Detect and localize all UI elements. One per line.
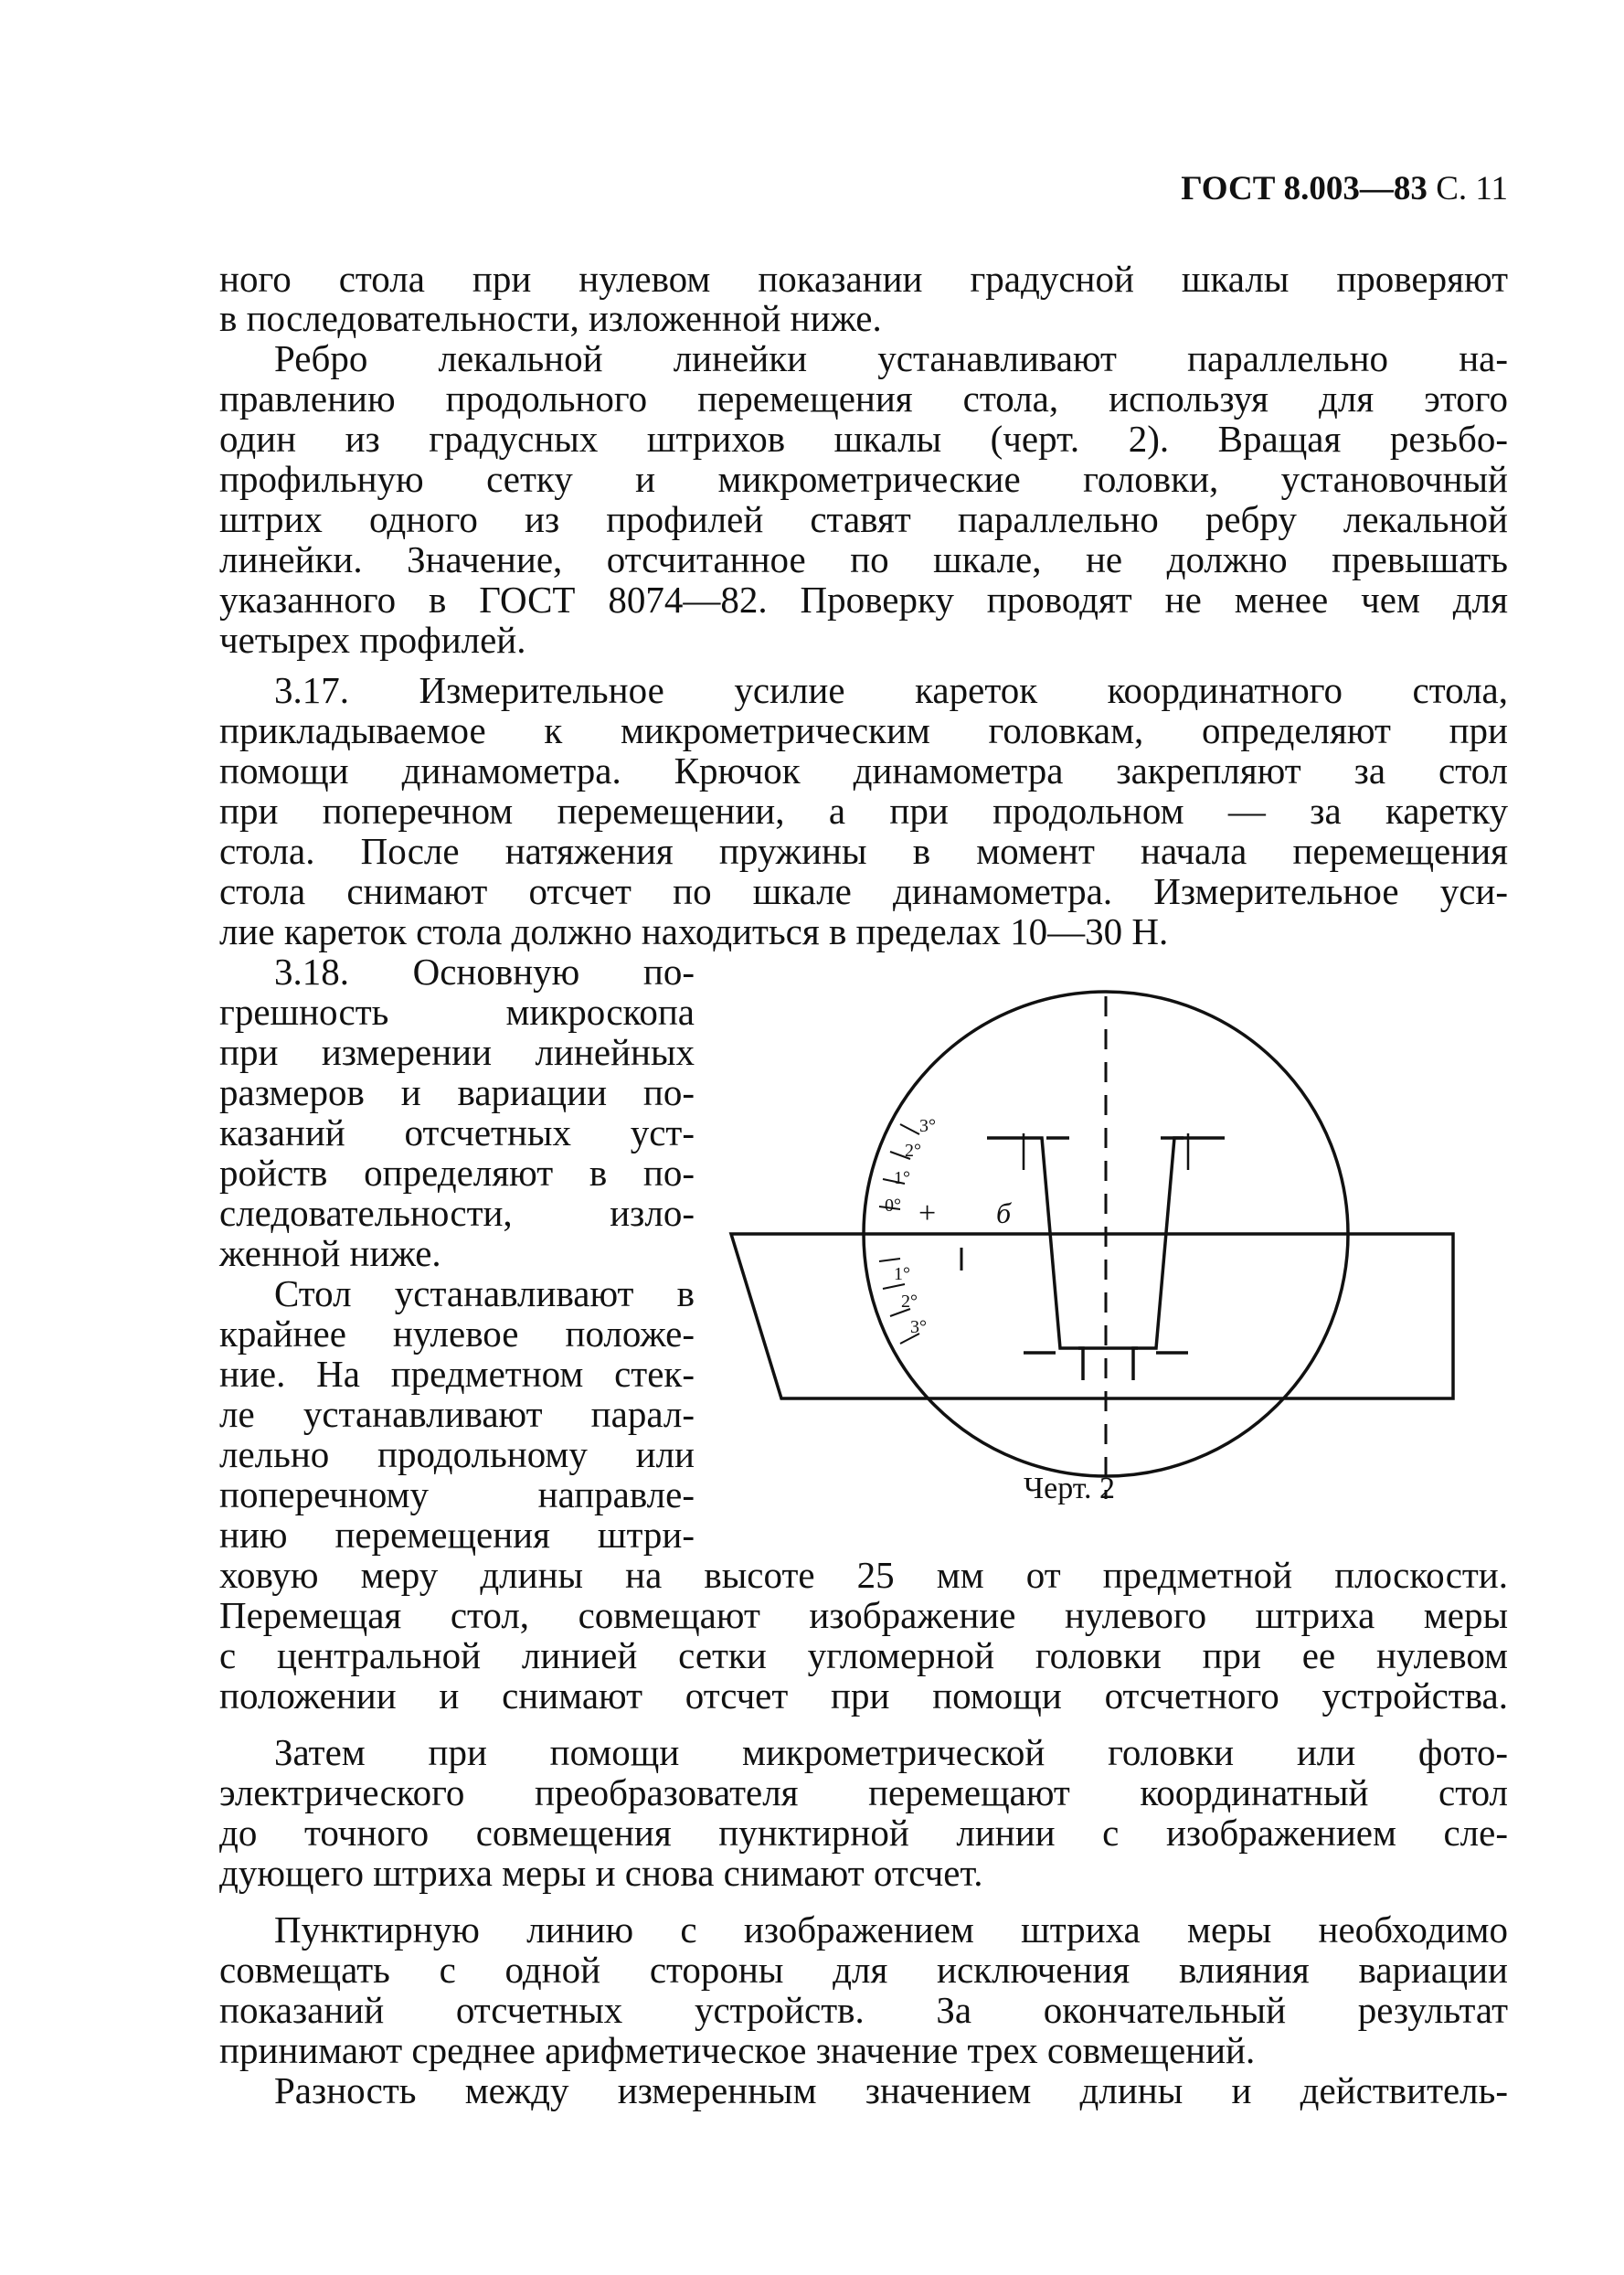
scale-label-lower-3: 3° — [910, 1317, 927, 1337]
text-line: один из градусных штрихов шкалы (черт. 2). Вращая резьбо- — [219, 418, 1508, 460]
scale-label-lower-2: 2° — [901, 1292, 918, 1312]
text-line: профильную сетку и микрометрические головки, установочный — [219, 458, 1508, 500]
scale-label-2: 2° — [905, 1141, 921, 1161]
text-line: стола. После натяжения пружины в момент начала перемещения — [219, 830, 1508, 872]
text-line: прикладываемое к микрометрическим головкам, определяют при — [219, 709, 1508, 751]
text-line: в последовательности, изложенной ниже. — [219, 297, 882, 339]
text-line: крайнее нулевое положе- — [219, 1313, 695, 1355]
text-line: штрих одного из профилей ставят параллельно ребру лекальной — [219, 498, 1508, 540]
text-line: правлению продольного перемещения стола, используя для этого — [219, 377, 1508, 420]
text-line: поперечному направле- — [219, 1473, 695, 1515]
text-line: Разность между измеренным значением длины и действитель- — [274, 2069, 1508, 2111]
label-b: б — [996, 1196, 1012, 1229]
text-line: помощи динамометра. Крючок динамометра закрепляют за стол — [219, 749, 1508, 792]
text-line: показаний отсчетных устройств. За окончательный результат — [219, 1989, 1508, 2031]
text-line: женной ниже. — [219, 1232, 441, 1274]
text-line: указанного в ГОСТ 8074—82. Проверку проводят не менее чем для — [219, 579, 1508, 621]
scale-label-0: 0° — [885, 1196, 901, 1216]
text-line: следовательности, изло- — [219, 1192, 695, 1234]
text-line: стола снимают отсчет по шкале динамометра. Измерительное уси- — [219, 870, 1508, 912]
text-line: положении и снимают отсчет при помощи отсчетного устройства. — [219, 1674, 1508, 1717]
text-line: Перемещая стол, совмещают изображение нулевого штриха меры — [219, 1594, 1508, 1636]
plus-sign: + — [918, 1196, 937, 1230]
header-doc: ГОСТ 8.003—83 — [1181, 170, 1428, 207]
profile-right — [1133, 1138, 1225, 1380]
figure-diagram — [722, 987, 1481, 1554]
text-line: ховую меру длины на высоте 25 мм от предметной плоскости. — [219, 1554, 1508, 1596]
text-line: 3.18. Основную по- — [274, 951, 695, 993]
text-line: Ребро лекальной линейки устанавливают параллельно на- — [274, 337, 1508, 379]
page-header — [1152, 169, 1508, 208]
text-line: принимают среднее арифметическое значение трех совмещений. — [219, 2029, 1256, 2071]
text-line: размеров и вариации по- — [219, 1071, 695, 1113]
text-line: при поперечном перемещении, а при продольном — за каретку — [219, 790, 1508, 832]
text-line: лельно продольному или — [219, 1433, 695, 1475]
text-line: с центральной линией сетки угломерной головки при ее нулевом — [219, 1634, 1508, 1676]
scale-label-3: 3° — [919, 1116, 936, 1136]
text-line: четырех профилей. — [219, 619, 526, 661]
text-line: ного стола при нулевом показании градусной шкалы проверяют — [219, 258, 1508, 300]
profile-left — [987, 1138, 1083, 1380]
text-line: казаний отсчетных уст- — [219, 1111, 695, 1153]
figure-caption: Черт. 2 — [1024, 1472, 1116, 1505]
text-line: линейки. Значение, отсчитанное по шкале, не должно превышать — [219, 538, 1508, 580]
ruler-body — [731, 1234, 1453, 1398]
header-page: С. 11 — [1436, 170, 1508, 207]
text-line: ние. На предметном стек- — [219, 1353, 695, 1395]
text-line: ройств определяют в по- — [219, 1152, 695, 1194]
text-line: Стол устанавливают в — [274, 1272, 695, 1314]
text-line: до точного совмещения пунктирной линии с изображением сле- — [219, 1812, 1508, 1854]
text-line: электрического преобразователя перемещают координатный стол — [219, 1771, 1508, 1813]
text-line: ле устанавливают парал- — [219, 1393, 695, 1435]
scale-label-1: 1° — [894, 1168, 910, 1188]
text-line: Пунктирную линию с изображением штриха меры необходимо — [274, 1908, 1508, 1951]
text-line: при измерении линейных — [219, 1031, 695, 1073]
text-line: Затем при помощи микрометрической головки или фото- — [274, 1731, 1508, 1773]
text-line: лие кареток стола должно находиться в пределах 10—30 Н. — [219, 910, 1169, 952]
scale-label-lower-1: 1° — [894, 1264, 910, 1284]
text-line: грешность микроскопа — [219, 991, 695, 1033]
text-line: совмещать с одной стороны для исключения влияния вариации — [219, 1949, 1508, 1991]
text-line: дующего штриха меры и снова снимают отсчет. — [219, 1852, 983, 1894]
text-line: нию перемещения штри- — [219, 1514, 695, 1556]
text-line: 3.17. Измерительное усилие кареток координатного стола, — [274, 669, 1508, 711]
